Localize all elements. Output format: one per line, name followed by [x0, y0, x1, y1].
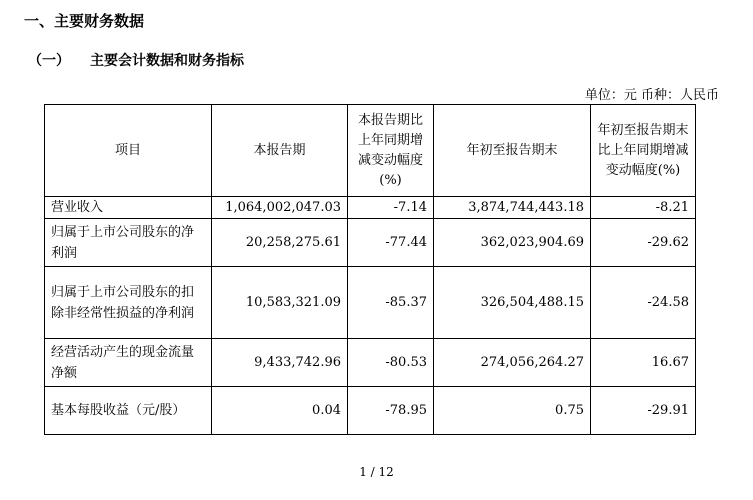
subsection-number: （一）: [28, 53, 70, 69]
row-ytd-change: -24.58: [591, 267, 696, 339]
row-current-change: -85.37: [348, 267, 434, 339]
section-heading: 一、主要财务数据: [24, 12, 145, 30]
subsection-heading: [28, 50, 244, 70]
table-header-row: [45, 105, 696, 197]
row-ytd: 326,504,488.15: [434, 267, 591, 339]
header-ytd-change: 年初至报告期末比上年同期增减变动幅度(%): [591, 105, 696, 197]
header-current-period: 本报告期: [212, 105, 348, 197]
subsection-title: 主要会计数据和财务指标: [90, 53, 244, 69]
row-ytd-change: -8.21: [591, 197, 696, 219]
row-item: 归属于上市公司股东的净利润: [45, 219, 212, 267]
row-item: 经营活动产生的现金流量净额: [45, 339, 212, 387]
unit-currency-note: 单位：元 币种：人民币: [584, 88, 719, 103]
row-current: 1,064,002,047.03: [212, 197, 348, 219]
page-number: 1 / 12: [359, 465, 394, 479]
header-item: 项目: [45, 105, 212, 197]
table-row: [45, 387, 696, 435]
row-ytd: 274,056,264.27: [434, 339, 591, 387]
row-ytd: 362,023,904.69: [434, 219, 591, 267]
row-current-change: -78.95: [348, 387, 434, 435]
row-ytd-change: -29.62: [591, 219, 696, 267]
row-item: 归属于上市公司股东的扣除非经常性损益的净利润: [45, 267, 212, 339]
row-current-change: -80.53: [348, 339, 434, 387]
row-current-change: -77.44: [348, 219, 434, 267]
row-ytd-change: -29.91: [591, 387, 696, 435]
row-item: 基本每股收益（元/股）: [45, 387, 212, 435]
table-row: [45, 339, 696, 387]
table-row: [45, 197, 696, 219]
row-current: 10,583,321.09: [212, 267, 348, 339]
row-item: 营业收入: [45, 197, 212, 219]
financial-data-table: [44, 104, 696, 435]
header-ytd: 年初至报告期末: [434, 105, 591, 197]
table-row: [45, 219, 696, 267]
row-current: 9,433,742.96: [212, 339, 348, 387]
row-ytd: 0.75: [434, 387, 591, 435]
row-ytd: 3,874,744,443.18: [434, 197, 591, 219]
row-current-change: -7.14: [348, 197, 434, 219]
row-current: 0.04: [212, 387, 348, 435]
table-row: [45, 267, 696, 339]
header-current-change: 本报告期比上年同期增减变动幅度(%): [348, 105, 434, 197]
row-ytd-change: 16.67: [591, 339, 696, 387]
row-current: 20,258,275.61: [212, 219, 348, 267]
